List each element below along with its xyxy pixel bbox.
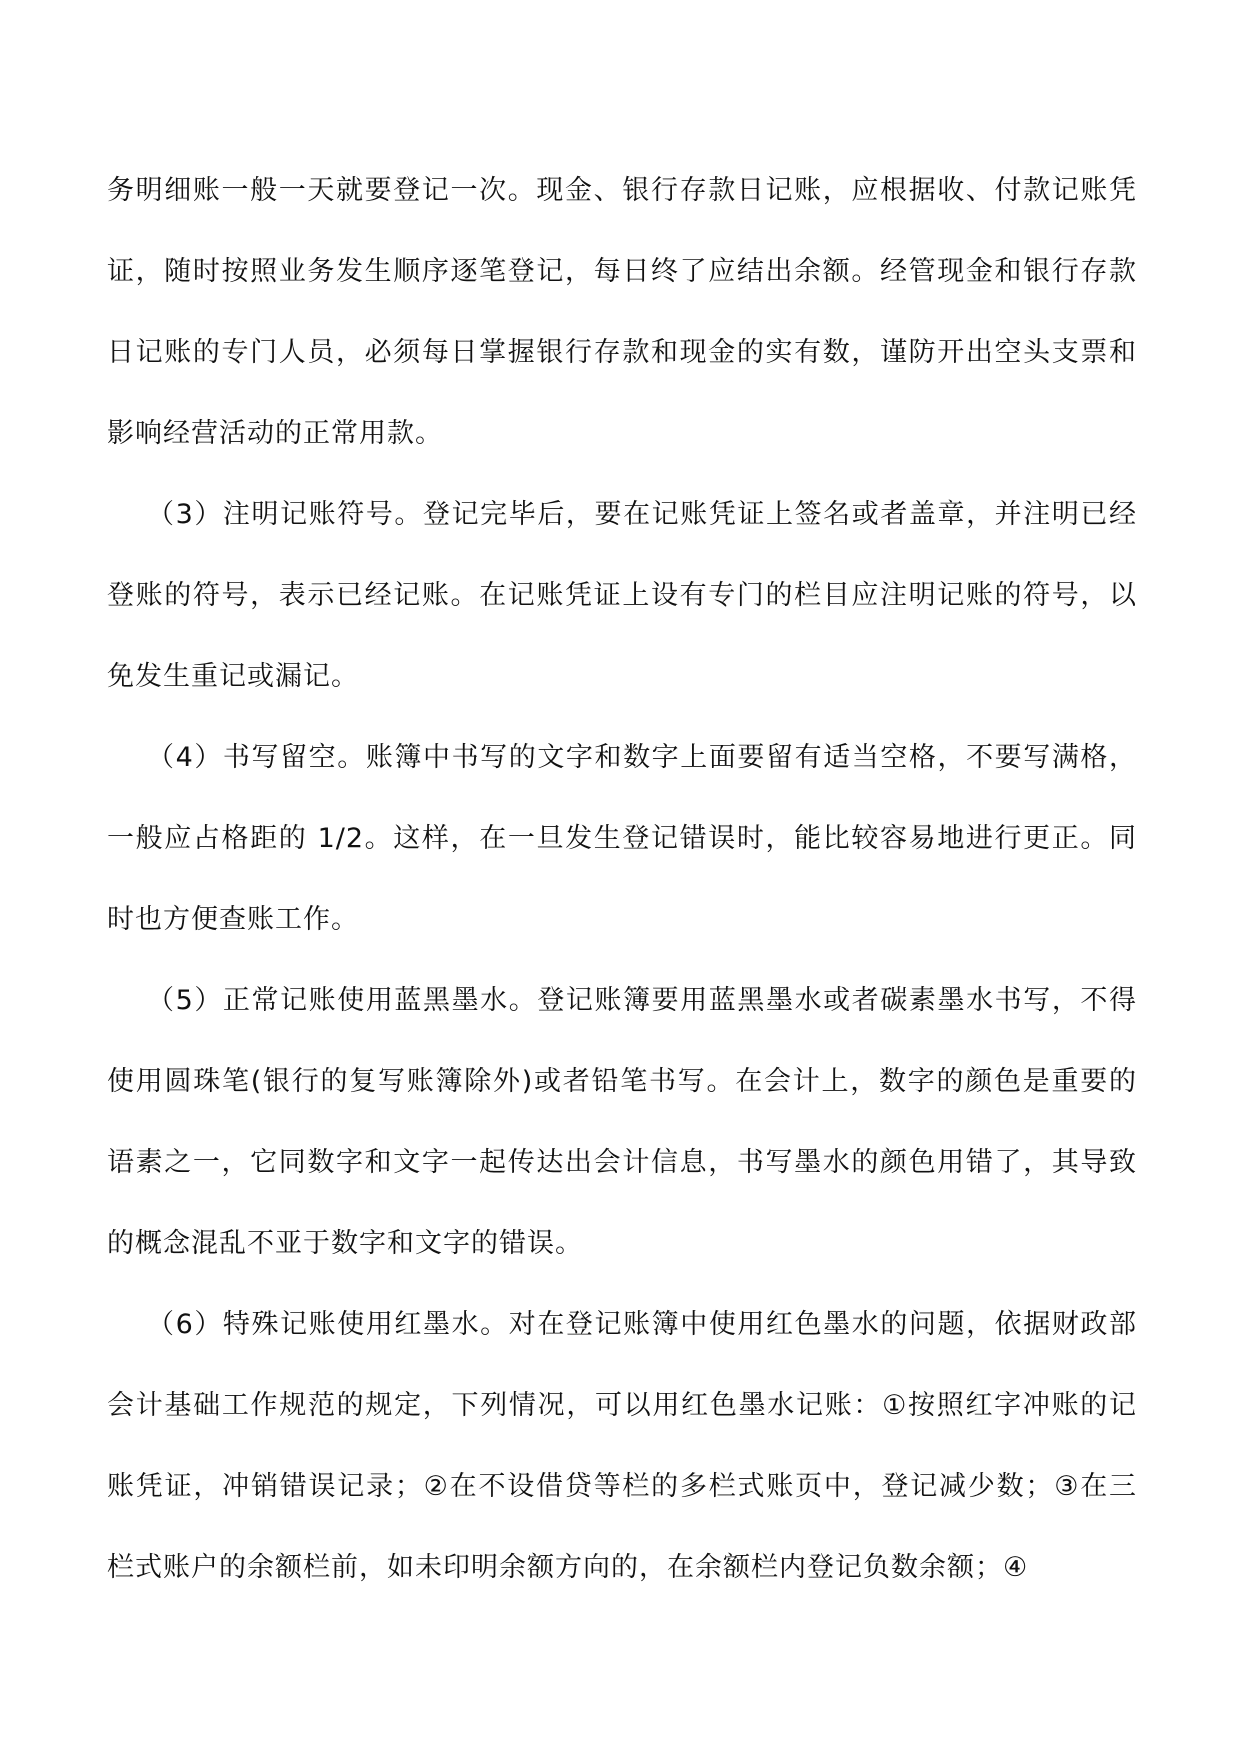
- paragraph-5-blue-black-ink: （5）正常记账使用蓝黑墨水。登记账簿要用蓝黑墨水或者碳素墨水书写，不得使用圆珠笔(银行的复写账簿除外)或者铅笔书写。在会计上，数字的颜色是重要的语素之一，它同数字和文字一起传达出会计信息，书写墨水的颜色用错了，其导致的概念混乱不亚于数字和文字的错误。: [107, 985, 1137, 1259]
- paragraph-6-red-ink: （6）特殊记账使用红墨水。对在登记账簿中使用红色墨水的问题，依据财政部会计基础工作规范的规定，下列情况，可以用红色墨水记账：①按照红字冲账的记账凭证，冲销错误记录；②在不设借贷等栏的多栏式账页中，登记减少数；③在三栏式账户的余额栏前，如未印明余额方向的，在余额栏内登记负数余额；④: [107, 1309, 1137, 1583]
- document-body: [107, 150, 1137, 1608]
- paragraph-3-record-marks: （3）注明记账符号。登记完毕后，要在记账凭证上签名或者盖章，并注明已经登账的符号，表示已经记账。在记账凭证上设有专门的栏目应注明记账的符号，以免发生重记或漏记。: [107, 499, 1137, 692]
- paragraph-continued: 务明细账一般一天就要登记一次。现金、银行存款日记账，应根据收、付款记账凭证，随时按照业务发生顺序逐笔登记，每日终了应结出余额。经管现金和银行存款日记账的专门人员，必须每日掌握银行存款和现金的实有数，谨防开出空头支票和影响经营活动的正常用款。: [107, 175, 1137, 449]
- paragraph-4-leave-space: （4）书写留空。账簿中书写的文字和数字上面要留有适当空格，不要写满格，一般应占格距的 1/2。这样，在一旦发生登记错误时，能比较容易地进行更正。同时也方便查账工作。: [107, 742, 1137, 935]
